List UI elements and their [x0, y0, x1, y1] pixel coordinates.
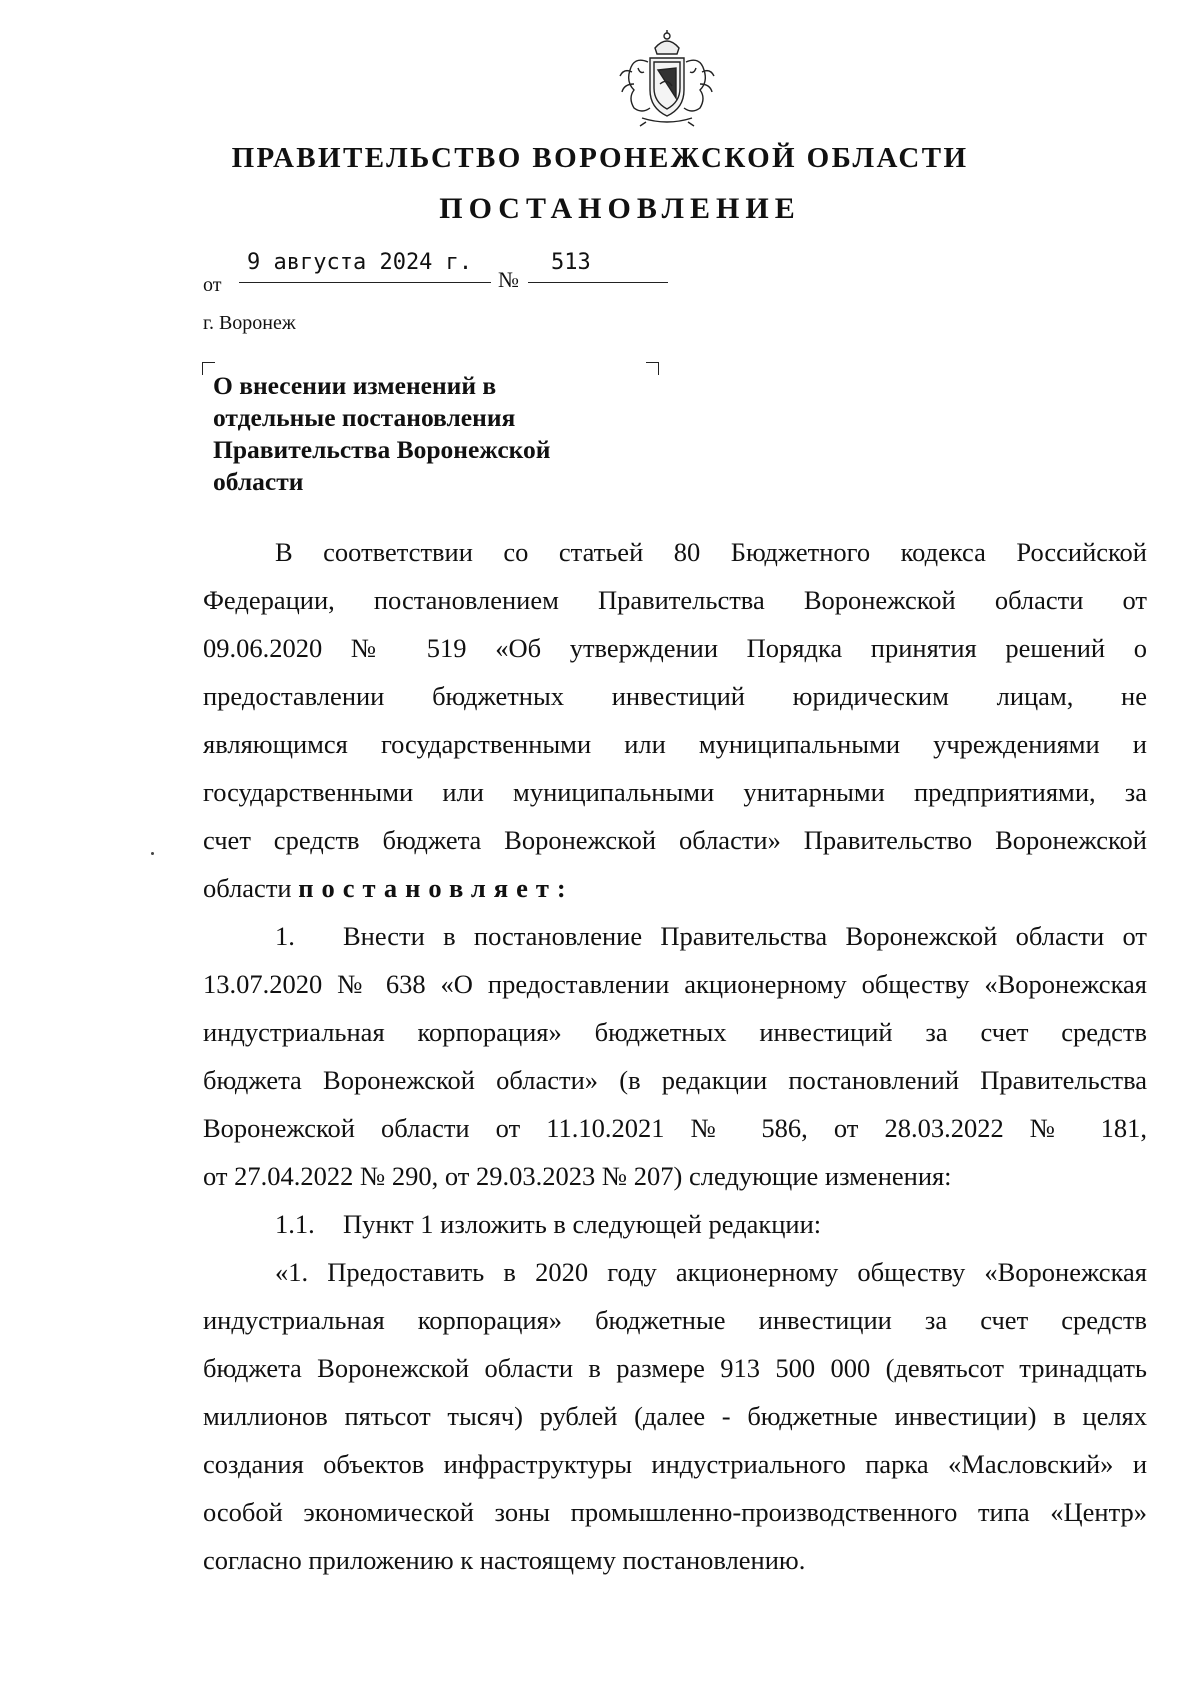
quote-line: индустриальная корпорация» бюджетные инвестиции за счет средств — [203, 1305, 1147, 1335]
document-body — [203, 528, 1147, 1584]
item-1-number: 1. — [275, 921, 295, 951]
city: г. Воронеж — [203, 312, 296, 334]
resolve-word: постановляет: — [298, 873, 574, 903]
document-date: 9 августа 2024 г. — [239, 250, 491, 283]
body-line: 09.06.2020 № 519 «Об утверждении Порядка принятия решений о — [203, 633, 1147, 663]
body-line: предоставлении бюджетных инвестиций юридическим лицам, не — [203, 681, 1147, 711]
body-line: Федерации, постановлением Правительства Воронежской области от — [203, 585, 1147, 615]
subject-line: отдельные постановления — [213, 403, 516, 432]
scan-speck — [151, 852, 154, 855]
coat-of-arms-icon — [612, 28, 722, 128]
body-line: являющимся государственными или муниципальными учреждениями и — [203, 729, 1147, 759]
document-number: 513 — [528, 250, 668, 283]
body-line: от 27.04.2022 № 290, от 29.03.2023 № 207) следующие изменения: — [203, 1161, 952, 1191]
quote-line: создания объектов инфраструктуры индустриального парка «Масловский» и — [203, 1449, 1147, 1479]
body-line: государственными или муниципальными унитарными предприятиями, за — [203, 777, 1147, 807]
quote-line: согласно приложению к настоящему постановлению. — [203, 1545, 806, 1575]
body-line: бюджета Воронежской области» (в редакции постановлений Правительства — [203, 1065, 1147, 1095]
item-1-1-line — [203, 1200, 1147, 1248]
item-1-1-number: 1.1. — [275, 1209, 315, 1239]
document-subject — [213, 370, 633, 498]
government-title: ПРАВИТЕЛЬСТВО ВОРОНЕЖСКОЙ ОБЛАСТИ — [231, 142, 969, 174]
document-type: ПОСТАНОВЛЕНИЕ — [439, 192, 801, 225]
subject-line: Правительства Воронежской — [213, 435, 551, 464]
body-line: 13.07.2020 № 638 «О предоставлении акционерному обществу «Воронежская — [203, 969, 1147, 999]
item-1-1-text: Пункт 1 изложить в следующей редакции: — [343, 1209, 822, 1239]
body-line: Внести в постановление Правительства Воронежской области от — [343, 921, 1147, 951]
number-label: № — [498, 267, 519, 292]
resolve-prefix: области — [203, 873, 292, 903]
body-line: Воронежской области от 11.10.2021 № 586, от 28.03.2022 № 181, — [203, 1113, 1147, 1143]
item-1-first-line — [203, 912, 1147, 960]
subject-corner-right — [646, 362, 659, 375]
body-line: В соответствии со статьей 80 Бюджетного кодекса Российской — [275, 537, 1147, 567]
quote-line: «1. Предоставить в 2020 году акционерному обществу «Воронежская — [275, 1257, 1147, 1287]
quote-line: особой экономической зоны промышленно-производственного типа «Центр» — [203, 1497, 1147, 1527]
quote-line: миллионов пятьсот тысяч) рублей (далее - бюджетные инвестиции) в целях — [203, 1401, 1147, 1431]
subject-line: О внесении изменений в — [213, 371, 497, 400]
body-line: счет средств бюджета Воронежской области» Правительство Воронежской — [203, 825, 1147, 855]
date-number-line — [203, 250, 683, 300]
subject-line: области — [213, 467, 304, 496]
date-prefix: от — [203, 274, 222, 296]
resolve-line — [203, 864, 1147, 912]
body-line: индустриальная корпорация» бюджетных инвестиций за счет средств — [203, 1017, 1147, 1047]
quote-line: бюджета Воронежской области в размере 913 500 000 (девятьсот тринадцать — [203, 1353, 1147, 1383]
